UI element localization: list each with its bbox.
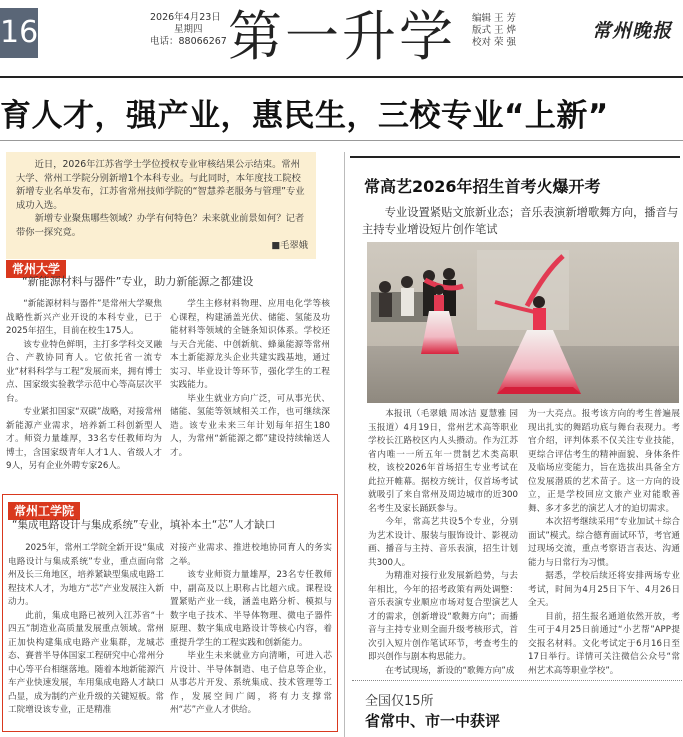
section1-column-right xyxy=(170,298,330,460)
paragraph: 专业紧扣国家“双碳”战略，对接常州新能源产业需求，培养新工科创新型人才。师资力量雄厚，33名专任教师均为博士，含国家级青年人才1人、省级人才9人，另有企业外聘专家26人。 xyxy=(6,407,162,471)
newspaper-logo: 常州晚报 xyxy=(592,20,673,42)
section2-tag: 常州工学院 xyxy=(8,502,80,520)
page-number: 16 xyxy=(0,8,38,58)
headline-rule xyxy=(0,140,683,141)
section1-subtitle: “新能源材料与器件”专业，助力新能源之都建设 xyxy=(22,275,254,288)
lead-paragraph: 本报讯（毛翠娥 周冰洁 夏慧雅 园玉报道）4月19日，常州艺术高等职业学校长江路校区内人头攒动。作为江苏省内唯一一所五年一贯制艺术类高职校，该校2026年首场招生专业考试在此拉开帷幕。据校方统计，仅首场考试就吸引了来自常州及周边城市的近300名考生及家长踊跃参与。 xyxy=(368,409,518,514)
paragraph: 目前，招生报名通道依然开放，考生可于4月25日前通过“小艺帮”APP提交报名材料。文化考试定于6月16日至17日举行。详情可关注微信公众号“常州艺术高等职业学校”。 xyxy=(528,611,680,676)
intro-paragraph xyxy=(16,212,308,239)
paragraph xyxy=(368,408,518,516)
section2-column-right xyxy=(170,542,332,718)
bottom-article-kicker: 全国仅15所 xyxy=(365,694,434,709)
paragraph: 此前，集成电路已被列入江苏省“十四五”制造业高质量发展重点领域。常州正加快构建集成电路产业集群，龙城芯态、賽普半导体国家工程研究中心常州分中心等平台相继落地。随着本地新能源汽车产业快速发展，车用集成电路人才缺口凸显，成为制约产业升级的关键短板。常工院增设该专业，正是精准 xyxy=(8,610,164,715)
editor-line: 编辑 王 芳 xyxy=(472,13,517,24)
paragraph: 今年，常高艺共设5个专业，分别为艺术设计、服装与服饰设计、影视动画、播音与主持、音乐表演，招生计划共300人。 xyxy=(368,517,518,568)
paragraph: 本次招考继续采用“专业加试＋综合面试”模式。综合德育面试环节，考官通过现场交流，重点考察语言表达、沟通能力与日常行为习惯。 xyxy=(528,517,680,568)
issue-weekday: 星期四 xyxy=(174,24,203,35)
section1-column-left xyxy=(6,298,162,474)
right-article-column-left xyxy=(368,408,518,678)
column-separator xyxy=(344,152,345,737)
main-headline: 育人才，强产业，惠民生，三校专业“上新” xyxy=(0,98,609,134)
paragraph: 毕业生就业方向广泛，可从事光伏、储能、氢能等领域相关工作，也可继续深造。该专业未来三年计划每年招生180人，为常州“新能源之都”建设持续输送人才。 xyxy=(170,393,330,458)
layout-line: 版式 王 烨 xyxy=(472,25,517,36)
paragraph: 对接产业需求、推进校地协同育人的务实之举。 xyxy=(170,543,332,567)
right-article-subtitle: 专业设置紧贴文旅新业态；音乐表演新增歌舞方向，播音与主持专业增设短片创作笔试 xyxy=(362,206,679,236)
paragraph: 2025年，常州工学院全新开设“集成电路设计与集成系统”专业，重点面向常州及长三角地区，培养紧缺型集成电路工程技术人才，为地方“芯”产业发展注入新动力。 xyxy=(8,543,164,607)
section2-subtitle: “集成电路设计与集成系统”专业，填补本土“芯”人才缺口 xyxy=(12,519,276,531)
issue-date: 2026年4月23日 xyxy=(150,12,221,23)
paragraph: “新能源材料与器件”是常州大学聚焦战略性新兴产业开设的本科专业，已于2025年招生，目前在校生175人。 xyxy=(6,299,162,336)
paragraph: 该专业特色鲜明，主打多学科交叉融合、产教协同育人。它依托省一流专业“材料科学与工程”发展而来，拥有博士点、国家级实验教学示范中心等高层次平台。 xyxy=(6,339,162,404)
intro-box xyxy=(6,152,316,259)
right-article-title: 常高艺2026年招生首考火爆开考 xyxy=(364,177,601,196)
right-article-rule xyxy=(350,156,680,158)
bottom-article-title: 省常中、市一中获评 xyxy=(365,712,501,730)
bottom-divider xyxy=(352,680,682,681)
intro-byline: ■毛翠娥 xyxy=(271,240,308,251)
dance-exam-photo xyxy=(367,242,679,403)
editor-credits xyxy=(472,13,516,49)
header-rule xyxy=(0,76,683,78)
section1-tag: 常州大学 xyxy=(6,260,66,278)
proof-line: 校对 荣 强 xyxy=(472,37,517,48)
issue-info xyxy=(150,12,227,48)
paragraph: 学生主修材料物理、应用电化学等核心课程，构建涵盖光伏、储能、氢能及功能材料等领域的全链条知识体系。学校还与天合光能、中创新航、蜂巢能源等常州本土新能源龙头企业共建实践基地，通过实习、毕业设计等环节，强化学生的工程实践能力。 xyxy=(170,299,330,390)
intro-paragraph: 近日，2026年江苏省学士学位授权专业审核结果公示结束。常州大学、常州工学院分别新增1个本科专业。与此同时，本年度技工院校新增专业名单发布，江苏省常州技师学院的“智慧养老服务与管理”专业成功入选。 xyxy=(16,159,305,211)
paragraph: 为精准对接行业发展新趋势，与去年相比，今年的招考政策有两处调整：音乐表演专业顺应市场对复合型演艺人才的需求，创新增设“歌舞方向”；而播音与主持专业则全面升级考核形式，首次引入短片创作笔试环节，考查考生的即兴创作与剧本构思能力。 xyxy=(368,571,518,662)
intro-question: 新增专业聚焦哪些领域？办学有何特色？未来就业前景如何？记者带你一探究竟。 xyxy=(16,213,305,238)
paragraph: 该专业师资力量雄厚，23名专任教师中，副高及以上职称占比超六成。课程设置紧贴产业一线，涵盖电路分析、模拟与数字电子技术、半导体物理、微电子器件原理、数字集成电路设计等核心内容，着重提升学生的工程实践和创新能力。 xyxy=(170,570,332,648)
paragraph: 在考试现场，新设的“歌舞方向”成 xyxy=(385,665,515,676)
paragraph: 据悉，学校后续还将安排两场专业考试，时间为4月25日下午、4月26日全天。 xyxy=(528,571,680,608)
paragraph: 为一大亮点。报考该方向的考生普遍展现出扎实的舞蹈功底与舞台表现力。考官介绍，评判体系不仅关注专业技能，更综合评估考生的精神面貌、身体条件及临场应变能力，旨在选拔出具备全方位发展潜质的艺术苗子。这一方向的设立，正是学校回应文旅产业对能歌善舞、多才多艺的演艺人才的迫切需求。 xyxy=(528,409,680,514)
section-title: 第一升学 xyxy=(228,5,456,68)
section2-column-left xyxy=(8,542,164,718)
issue-phone: 电话：88066267 xyxy=(150,36,227,47)
right-article-column-right xyxy=(528,408,680,678)
paragraph: 毕业生未来就业方向清晰，可进入芯片设计、半导体制造、电子信息等企业，从事芯片开发、系统集成、技术管理等工作，发展空间广阔，将有力支撑常州“芯”产业人才供给。 xyxy=(170,651,332,715)
